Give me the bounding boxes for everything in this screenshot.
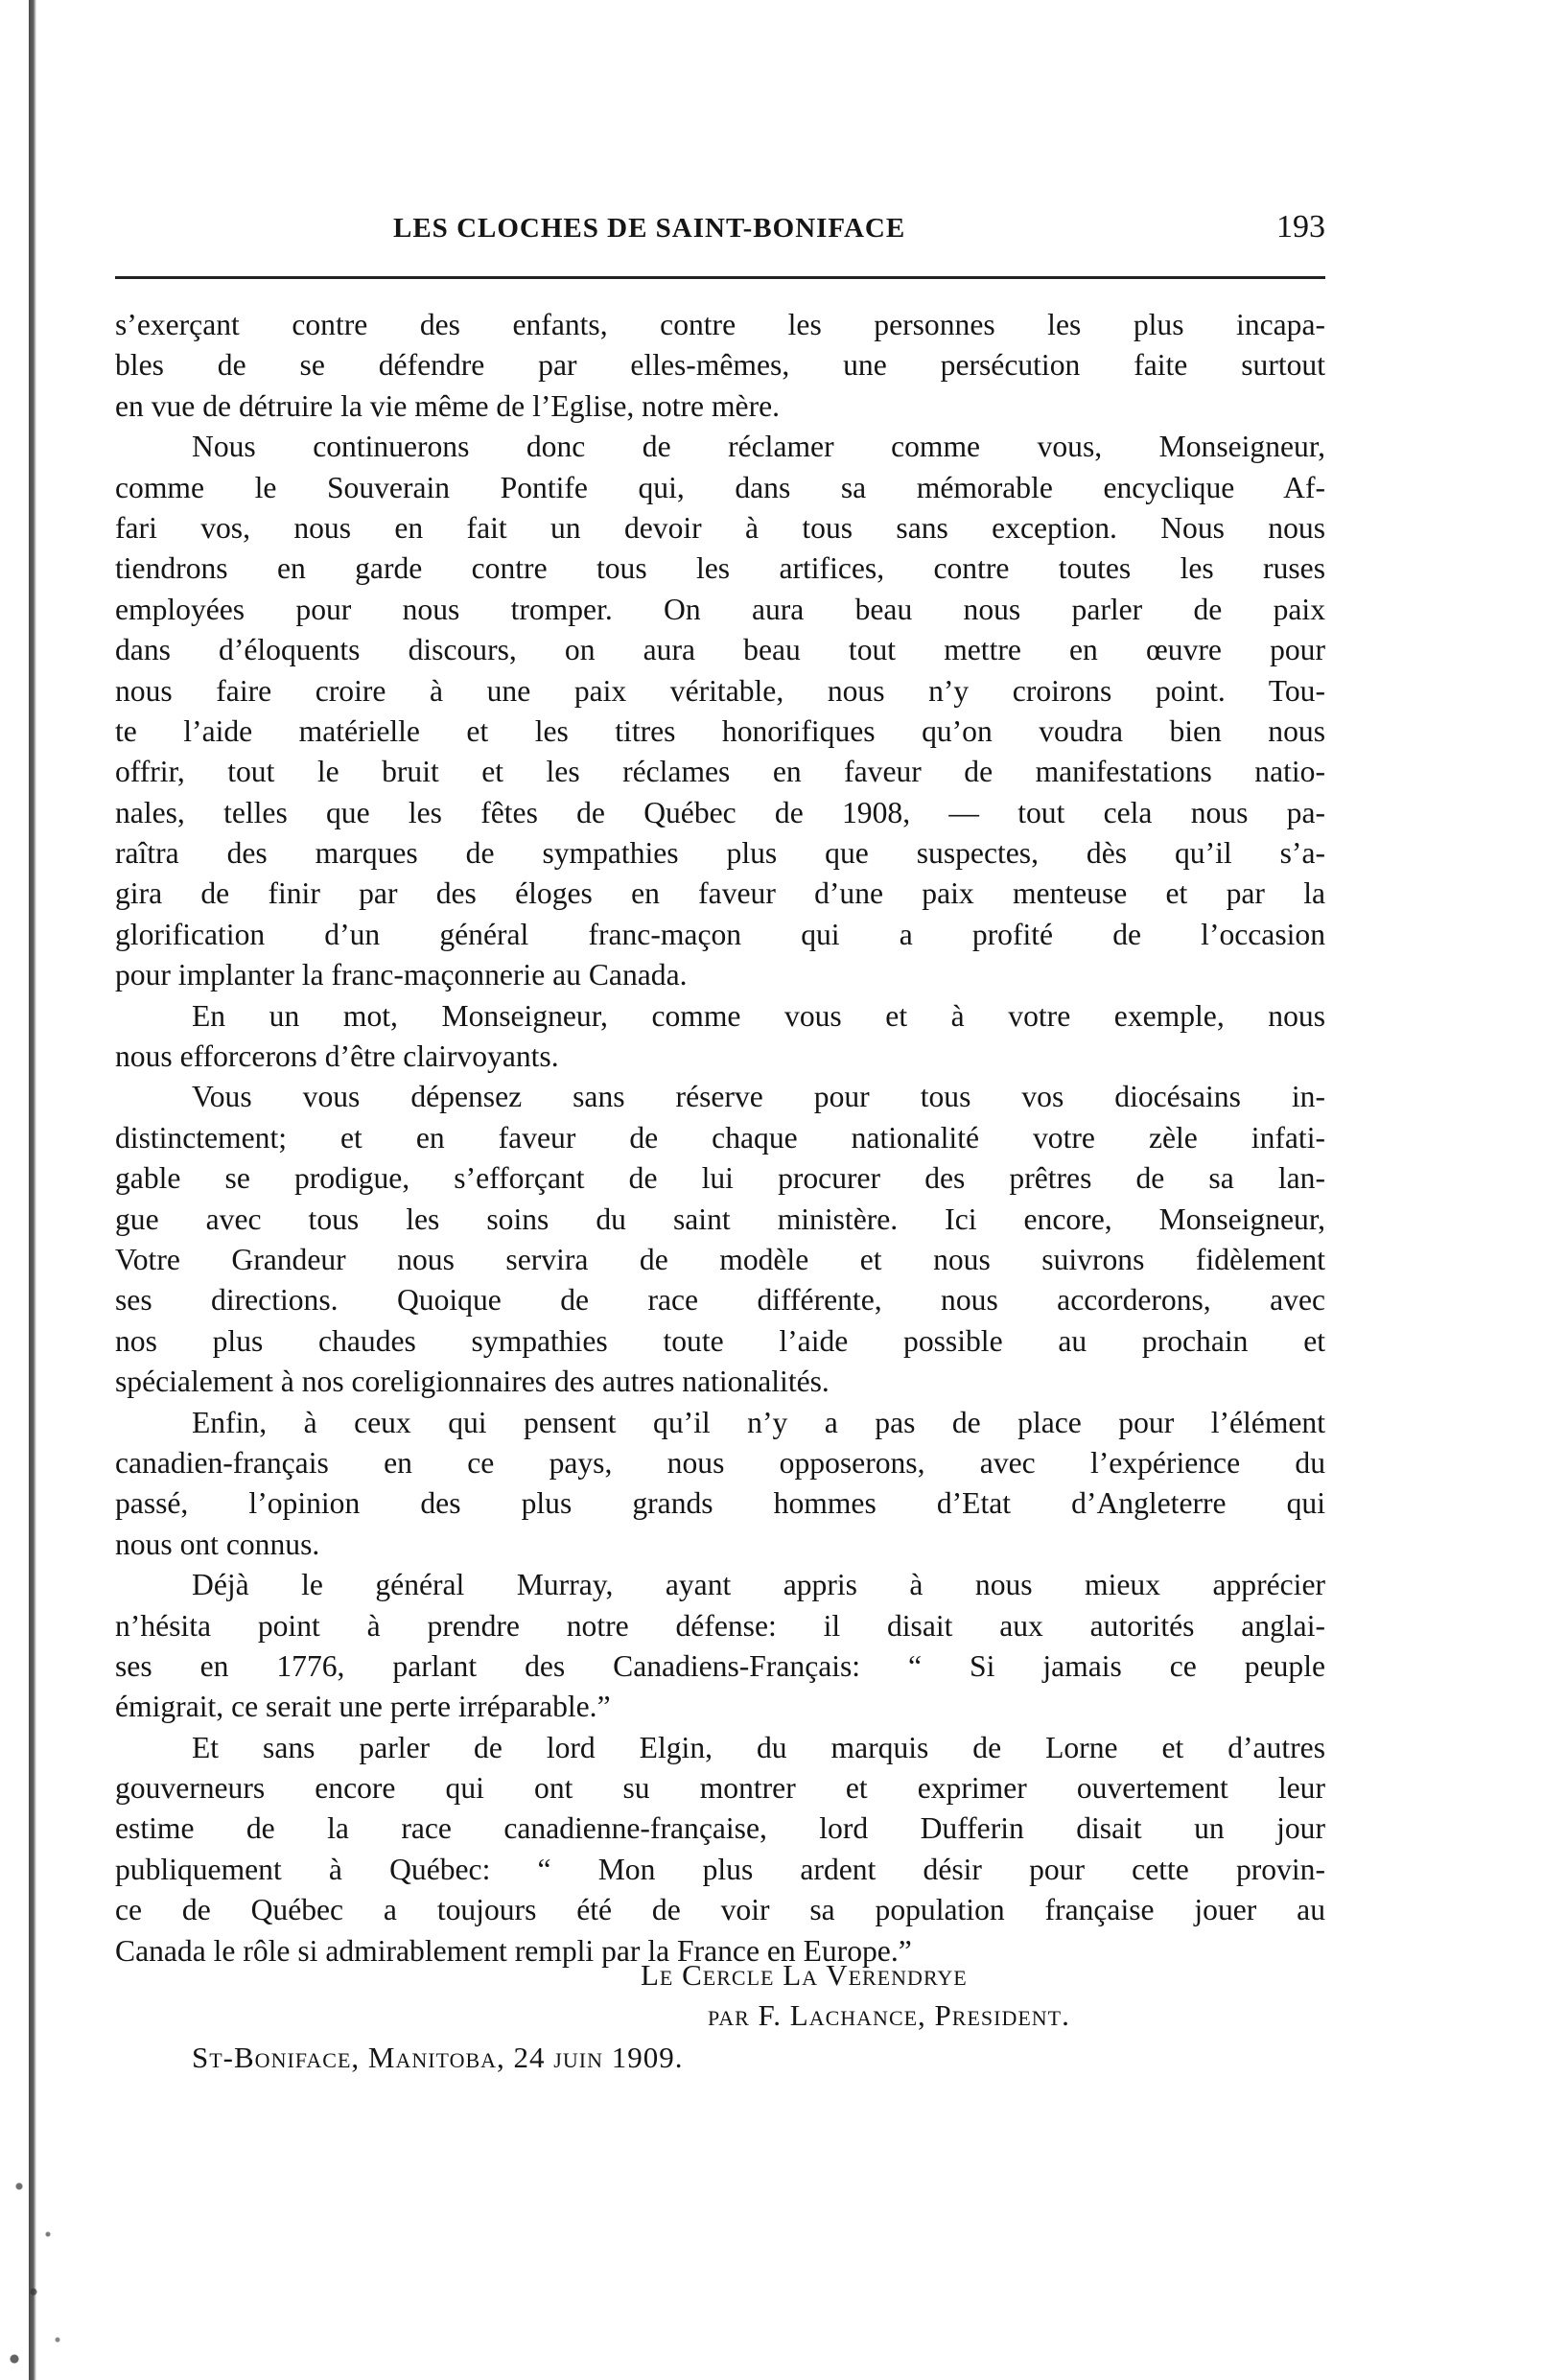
text-line: nos plus chaudes sympathies toute l’aide possible au prochain et <box>115 1323 1325 1358</box>
book-spine-shadow <box>29 0 36 2380</box>
text-line: ses en 1776, parlant des Canadiens-Français: “ Si jamais ce peuple <box>115 1648 1325 1683</box>
running-head: LES CLOCHES DE SAINT-BONIFACE <box>393 213 906 244</box>
text-line: Déjà le général Murray, ayant appris à nous mieux apprécier <box>192 1568 1325 1602</box>
page-header <box>115 209 1325 253</box>
body-text <box>115 305 1325 1972</box>
signature-place-date: St-Boniface, Manitoba, 24 juin 1909. <box>192 2041 684 2074</box>
text-line: publiquement à Québec: “ Mon plus ardent désir pour cette provin- <box>115 1852 1325 1886</box>
text-line: ses directions. Quoique de race différente, nous accorderons, avec <box>115 1283 1325 1318</box>
text-line: pour implanter la franc-maçonnerie au Canada. <box>115 958 688 992</box>
text-line: passé, l’opinion des plus grands hommes d’Etat d’Angleterre qui <box>115 1486 1325 1521</box>
text-line: canadien-français en ce pays, nous opposerons, avec l’expérience du <box>115 1445 1325 1480</box>
scan-specks <box>0 2158 86 2380</box>
text-line: Vous vous dépensez sans réserve pour tous vos diocésains in- <box>192 1080 1325 1114</box>
text-line: Enfin, à ceux qui pensent qu’il n’y a pas de place pour l’élément <box>192 1405 1325 1439</box>
text-line: distinctement; et en faveur de chaque nationalité votre zèle infati- <box>115 1120 1325 1155</box>
text-line: glorification d’un général franc-maçon qui a profité de l’occasion <box>115 917 1325 951</box>
text-line: s’exerçant contre des enfants, contre les personnes les plus incapa- <box>115 308 1325 341</box>
text-line: dans d’éloquents discours, on aura beau tout mettre en œuvre pour <box>115 633 1325 667</box>
text-line: Canada le rôle si admirablement rempli par la France en Europe.” <box>115 1933 912 1968</box>
text-line: gouverneurs encore qui ont su montrer et exprimer ouvertement leur <box>115 1771 1325 1806</box>
text-line: gue avec tous les soins du saint ministère. Ici encore, Monseigneur, <box>115 1202 1325 1236</box>
text-line: En un mot, Monseigneur, comme vous et à votre exemple, nous <box>192 998 1325 1033</box>
text-line: employées pour nous tromper. On aura beau nous parler de paix <box>115 592 1325 626</box>
text-line: émigrait, ce serait une perte irréparable.” <box>115 1690 611 1724</box>
text-line: gable se prodigue, s’efforçant de lui procurer des prêtres de sa lan- <box>115 1161 1325 1196</box>
text-line: Nous continuerons donc de réclamer comme vous, Monseigneur, <box>192 430 1325 464</box>
text-line: te l’aide matérielle et les titres honorifiques qu’on voudra bien nous <box>115 713 1325 748</box>
text-line: nous faire croire à une paix véritable, nous n’y croirons point. Tou- <box>115 673 1325 708</box>
header-rule <box>115 276 1325 279</box>
signature-author: par F. Lachance, President. <box>708 1998 1070 2032</box>
text-line: Votre Grandeur nous servira de modèle et nous suivrons fidèlement <box>115 1242 1325 1276</box>
signature-organization: Le Cercle La Verendrye <box>641 1958 968 1992</box>
text-line: ce de Québec a toujours été de voir sa population française jouer au <box>115 1893 1325 1927</box>
text-line: en vue de détruire la vie même de l’Eglise, notre mère. <box>115 388 781 423</box>
text-line: bles de se défendre par elles-mêmes, une persécution faite surtout <box>115 348 1325 383</box>
text-line: raîtra des marques de sympathies plus que suspectes, dès qu’il s’a- <box>115 836 1325 871</box>
text-line: gira de finir par des éloges en faveur d’une paix menteuse et par la <box>115 876 1325 911</box>
text-line: offrir, tout le bruit et les réclames en faveur de manifestations natio- <box>115 755 1325 789</box>
page-number: 193 <box>1276 209 1325 245</box>
text-line: comme le Souverain Pontife qui, dans sa mémorable encyclique Af- <box>115 470 1325 504</box>
text-line: spécialement à nos coreligionnaires des autres nationalités. <box>115 1365 830 1399</box>
text-line: nales, telles que les fêtes de Québec de 1908, — tout cela nous pa- <box>115 795 1325 829</box>
text-line: fari vos, nous en fait un devoir à tous sans exception. Nous nous <box>115 510 1325 545</box>
text-line: nous ont connus. <box>115 1527 320 1561</box>
text-line: n’hésita point à prendre notre défense: il disait aux autorités anglai- <box>115 1608 1325 1643</box>
text-line: estime de la race canadienne-française, lord Dufferin disait un jour <box>115 1811 1325 1846</box>
text-line: tiendrons en garde contre tous les artifices, contre toutes les ruses <box>115 551 1325 586</box>
text-line: Et sans parler de lord Elgin, du marquis de Lorne et d’autres <box>192 1730 1325 1764</box>
text-line: nous efforcerons d’être clairvoyants. <box>115 1039 559 1074</box>
